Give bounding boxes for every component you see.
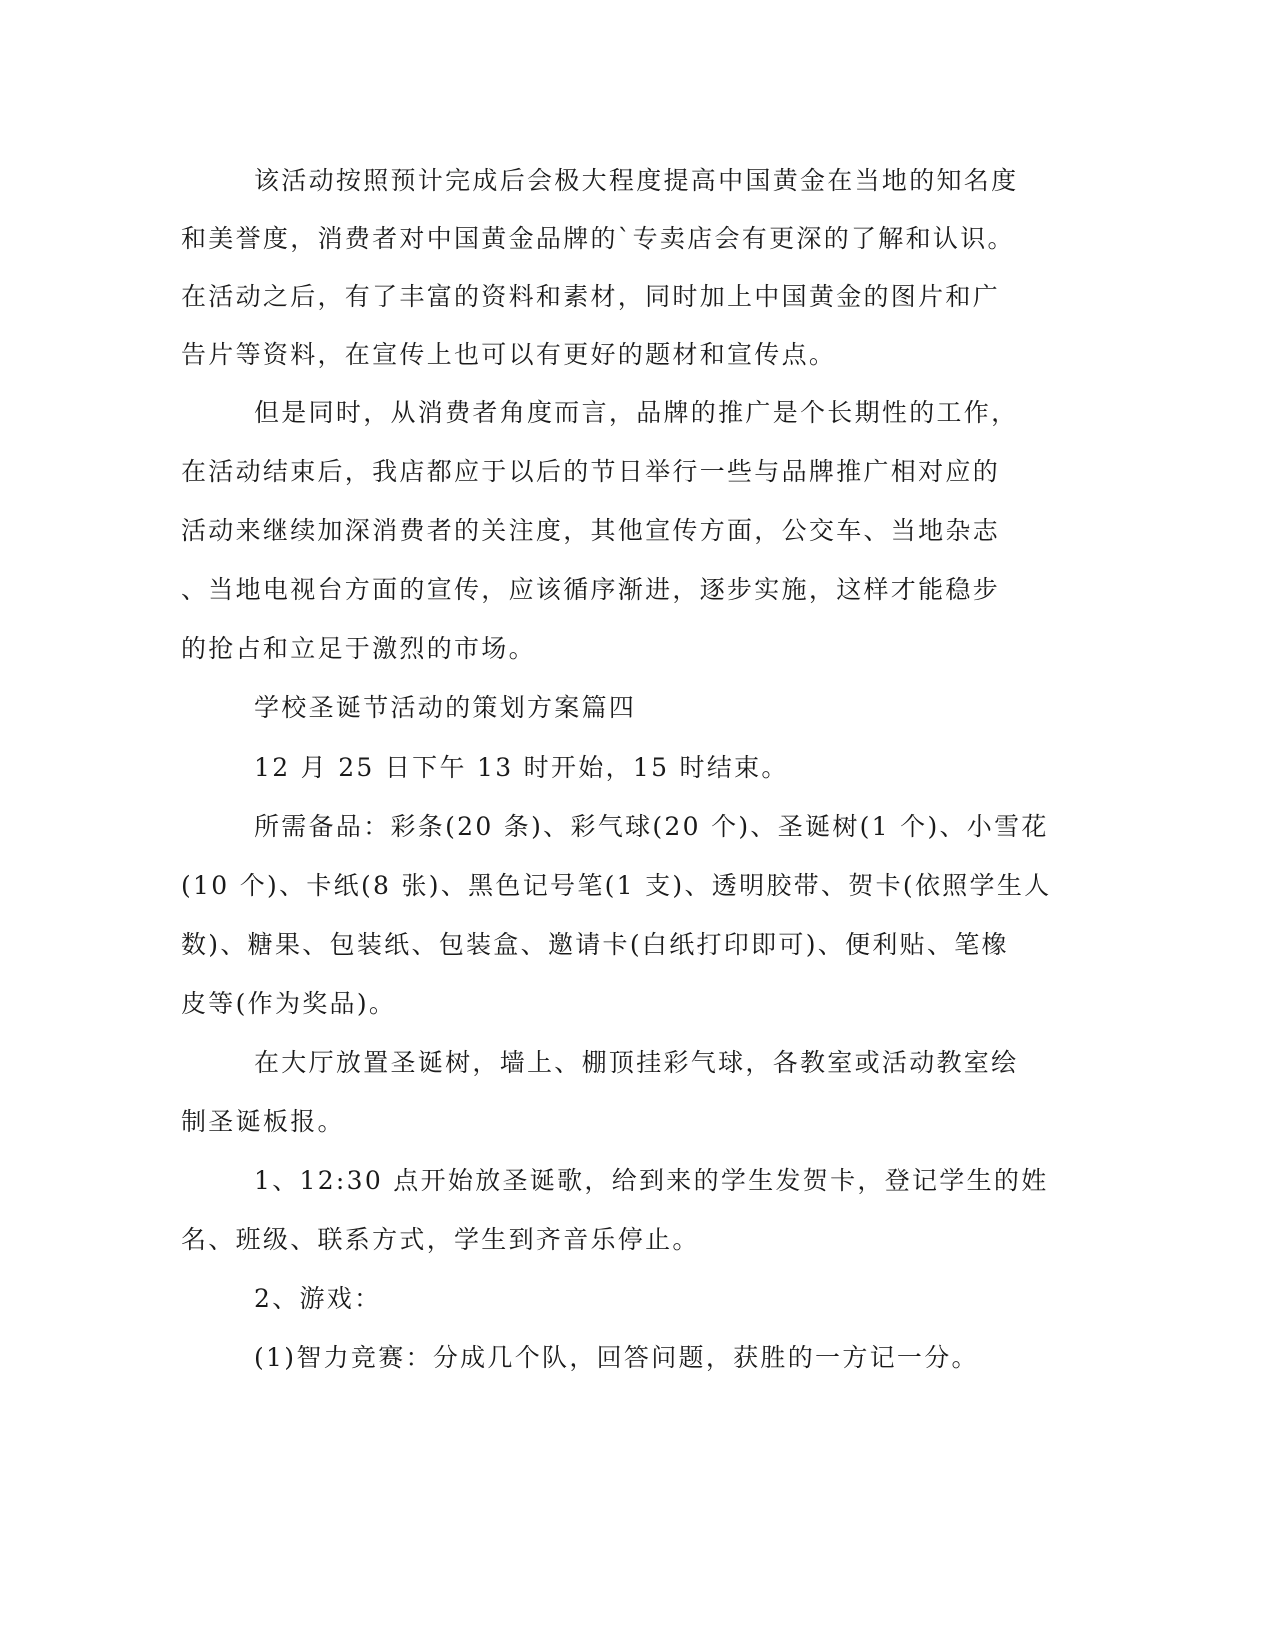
game-item-1: (1)智力竞赛：分成几个队，回答问题，获胜的一方记一分。 — [254, 1343, 979, 1372]
supplies-line-3: 数)、糖果、包装纸、包装盒、邀请卡(白纸打印即可)、便利贴、笔橡 — [181, 930, 1009, 959]
paragraph-2-line-2: 在活动结束后，我店都应于以后的节日举行一些与品牌推广相对应的 — [181, 457, 1001, 486]
paragraph-2-line-4: 、当地电视台方面的宣传，应该循序渐进，逐步实施，这样才能稳步 — [181, 575, 1001, 604]
supplies-line-2: (10 个)、卡纸(8 张)、黑色记号笔(1 支)、透明胶带、贺卡(依照学生人 — [181, 871, 1052, 900]
paragraph-1-line-2: 和美誉度，消费者对中国黄金品牌的`专卖店会有更深的了解和认识。 — [181, 224, 1015, 253]
section-title: 学校圣诞节活动的策划方案篇四 — [254, 693, 637, 722]
paragraph-2-line-3: 活动来继续加深消费者的关注度，其他宣传方面，公交车、当地杂志 — [181, 516, 1001, 545]
paragraph-2-line-1: 但是同时，从消费者角度而言，品牌的推广是个长期性的工作， — [254, 398, 1019, 427]
step-1-line-2: 名、班级、联系方式，学生到齐音乐停止。 — [181, 1225, 700, 1254]
supplies-line-1: 所需备品：彩条(20 条)、彩气球(20 个)、圣诞树(1 个)、小雪花 — [254, 812, 1049, 841]
step-2-heading: 2、游戏： — [254, 1284, 382, 1313]
paragraph-1-line-4: 告片等资料，在宣传上也可以有更好的题材和宣传点。 — [181, 340, 837, 369]
time-line: 12 月 25 日下午 13 时开始，15 时结束。 — [254, 753, 789, 782]
supplies-line-4: 皮等(作为奖品)。 — [181, 989, 397, 1018]
decoration-line-2: 制圣诞板报。 — [181, 1107, 345, 1136]
decoration-line-1: 在大厅放置圣诞树，墙上、棚顶挂彩气球，各教室或活动教室绘 — [254, 1048, 1019, 1077]
step-1-line-1: 1、12:30 点开始放圣诞歌，给到来的学生发贺卡，登记学生的姓 — [254, 1166, 1049, 1195]
paragraph-2-line-5: 的抢占和立足于激烈的市场。 — [181, 634, 536, 663]
paragraph-1-line-3: 在活动之后，有了丰富的资料和素材，同时加上中国黄金的图片和广 — [181, 282, 1001, 311]
paragraph-1-line-1: 该活动按照预计完成后会极大程度提高中国黄金在当地的知名度 — [254, 166, 1019, 195]
